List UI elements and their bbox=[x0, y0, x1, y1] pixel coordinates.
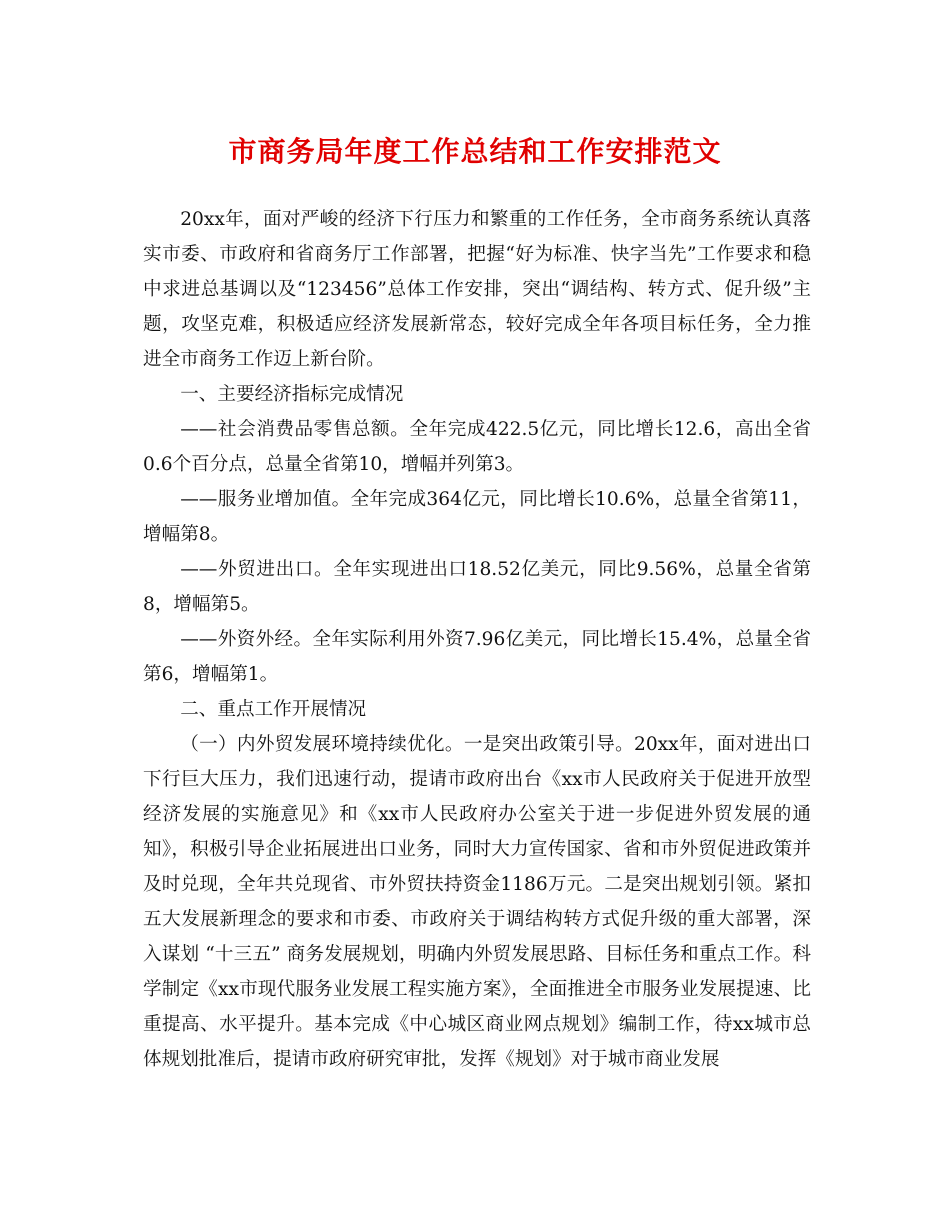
section-heading-key-work: 二、重点工作开展情况 bbox=[180, 699, 367, 720]
intro-paragraph: 20xx年，面对严峻的经济下行压力和繁重的工作任务，全市商务系统认真落实市委、市政府和省商务厅工作部署，把握“好为标准、快字当先”工作要求和稳中求进总基调以及“123456”总体工作安排，突出“调结构、转方式、促升级”主题，攻坚克难，积极适应经济发展新常态，较好完成全年各项目标任务，全力推进全市商务工作迈上新台阶。 bbox=[143, 209, 811, 370]
indicator-foreign-trade: ——外贸进出口。全年实现进出口18.52亿美元，同比9.56%，总量全省第8，增幅第5。 bbox=[143, 559, 811, 615]
key-work-paragraph: （一）内外贸发展环境持续优化。一是突出政策引导。20xx年，面对进出口下行巨大压力，我们迅速行动，提请市政府出台《xx市人民政府关于促进开放型经济发展的实施意见》和《xx市人民政府办公室关于进一步促进外贸发展的通知》，积极引导企业拓展进出口业务，同时大力宣传国家、省和市外贸促进政策并及时兑现，全年共兑现省、市外贸扶持资金1186万元。二是突出规划引领。紧扣五大发展新理念的要求和市委、市政府关于调结构转方式促升级的重大部署，深入谋划 “十三五” 商务发展规划，明确内外贸发展思路、目标任务和重点工作。科学制定《xx市现代服务业发展工程实施方案》，全面推进全市服务业发展提速、比重提高、水平提升。基本完成《中心城区商业网点规划》编制工作，待xx城市总体规划批准后，提请市政府研究审批，发挥《规划》对于城市商业发展 bbox=[143, 734, 811, 1070]
indicator-service-industry: ——服务业增加值。全年完成364亿元，同比增长10.6%，总量全省第11，增幅第8。 bbox=[143, 489, 811, 545]
indicator-retail-sales: ——社会消费品零售总额。全年完成422.5亿元，同比增长12.6，高出全省0.6个百分点，总量全省第10，增幅并列第3。 bbox=[143, 419, 811, 475]
indicator-foreign-investment: ——外资外经。全年实际利用外资7.96亿美元，同比增长15.4%，总量全省第6，增幅第1。 bbox=[143, 629, 811, 685]
document-body bbox=[143, 202, 811, 1077]
document-title: 市商务局年度工作总结和工作安排范文 bbox=[228, 135, 722, 168]
section-heading-indicators: 一、主要经济指标完成情况 bbox=[180, 384, 404, 405]
